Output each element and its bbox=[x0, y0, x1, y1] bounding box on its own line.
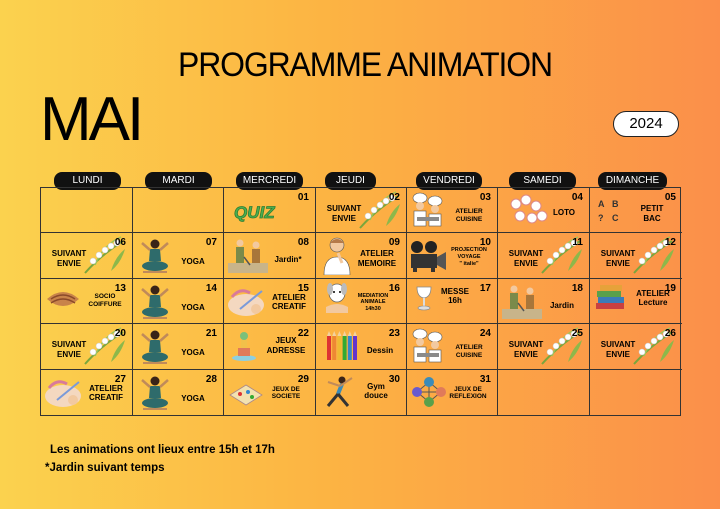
activity-label: SUIVANT ENVIE bbox=[508, 340, 544, 359]
activity-label: Jardin* bbox=[274, 255, 302, 265]
calendar-day-20 bbox=[41, 324, 133, 369]
day-number: 02 bbox=[388, 192, 400, 203]
activity-label: YOGA bbox=[181, 302, 205, 312]
activity-label: ATELIER MEMOIRE bbox=[357, 249, 397, 268]
calendar-empty-cell bbox=[133, 188, 224, 233]
books-icon bbox=[594, 283, 626, 316]
activity-label: YOGA bbox=[181, 348, 205, 358]
hair-care-icon bbox=[43, 283, 83, 320]
calendar-empty-cell bbox=[498, 370, 590, 415]
activity-label: SUIVANT ENVIE bbox=[326, 204, 362, 223]
calendar-day-06 bbox=[41, 233, 133, 278]
day-number: 28 bbox=[205, 373, 217, 385]
calendar-day-19 bbox=[590, 279, 682, 324]
day-number: 15 bbox=[297, 282, 309, 294]
calendar-day-12 bbox=[590, 233, 682, 278]
calendar-day-03 bbox=[407, 188, 498, 233]
day-number: 30 bbox=[388, 373, 400, 385]
activity-label: LOTO bbox=[552, 208, 576, 217]
calendar-day-15 bbox=[224, 279, 316, 324]
lottery-balls-icon bbox=[508, 194, 548, 231]
calendar-day-31 bbox=[407, 370, 498, 415]
day-number: 27 bbox=[114, 373, 126, 385]
day-number: 07 bbox=[205, 237, 217, 249]
day-number: 25 bbox=[571, 328, 583, 340]
crafting-hands-icon bbox=[226, 283, 268, 324]
svg-text:B: B bbox=[612, 199, 619, 209]
calendar-day-14 bbox=[133, 279, 224, 324]
activity-label: SUIVANT ENVIE bbox=[600, 340, 636, 359]
day-number: 16 bbox=[388, 282, 400, 294]
day-number: 31 bbox=[479, 373, 491, 385]
calendar-day-18 bbox=[498, 279, 590, 324]
calendar-day-29 bbox=[224, 370, 316, 415]
day-number: 12 bbox=[664, 237, 676, 249]
crafting-hands-icon bbox=[43, 374, 85, 415]
calendar-day-13 bbox=[41, 279, 133, 324]
day-header-mardi: MARDI bbox=[145, 172, 212, 190]
garden-note: *Jardin suivant temps bbox=[45, 462, 165, 474]
calendar-day-16 bbox=[316, 279, 407, 324]
day-number: 23 bbox=[388, 328, 400, 340]
day-number: 13 bbox=[114, 282, 126, 294]
day-number: 22 bbox=[297, 328, 309, 340]
calendar-day-02 bbox=[316, 188, 407, 233]
chefs-icon bbox=[409, 192, 447, 233]
day-header-samedi: SAMEDI bbox=[509, 172, 576, 190]
chefs-icon bbox=[409, 328, 447, 369]
month-title: MAI bbox=[40, 85, 142, 154]
schedule-note: Les animations ont lieux entre 15h et 17h bbox=[50, 444, 275, 456]
calendar-empty-cell bbox=[590, 370, 682, 415]
day-number: 17 bbox=[479, 282, 491, 294]
colored-pencils-icon bbox=[324, 330, 360, 367]
calendar-day-22 bbox=[224, 324, 316, 369]
calendar-day-30 bbox=[316, 370, 407, 415]
calendar-day-21 bbox=[133, 324, 224, 369]
day-number: 26 bbox=[664, 328, 676, 340]
day-number: 19 bbox=[664, 282, 676, 294]
calendar-day-24 bbox=[407, 324, 498, 369]
gardeners-icon bbox=[502, 283, 542, 324]
svg-text:C: C bbox=[612, 213, 619, 223]
day-header-mercredi: MERCREDI bbox=[236, 172, 303, 190]
activity-label: Jardin bbox=[549, 300, 574, 310]
svg-text:A: A bbox=[598, 199, 605, 209]
day-number: 14 bbox=[205, 282, 217, 294]
activity-label: ATELIER Lecture bbox=[636, 288, 670, 308]
day-number: 18 bbox=[571, 282, 583, 294]
day-header-jeudi: JEUDI bbox=[325, 172, 376, 190]
day-header-dimanche: DIMANCHE bbox=[598, 172, 667, 190]
day-number: 29 bbox=[297, 373, 309, 385]
activity-label: Gym douce bbox=[364, 381, 388, 401]
day-number: 11 bbox=[572, 237, 583, 249]
activity-label: MESSE 16h bbox=[440, 286, 469, 306]
activity-label: JEUX DE REFLEXION bbox=[449, 385, 487, 401]
activity-label: ATELIER CREATIF bbox=[88, 383, 124, 403]
activity-label: SUIVANT ENVIE bbox=[600, 249, 636, 268]
calendar-grid bbox=[40, 187, 681, 416]
calendar-day-07 bbox=[133, 233, 224, 278]
activity-label: SOCIO COIFFURE bbox=[88, 292, 122, 308]
day-number: 05 bbox=[664, 192, 676, 203]
day-number: 06 bbox=[114, 237, 126, 249]
activity-label: ATELIER CREATIF bbox=[271, 292, 307, 312]
day-number: 20 bbox=[114, 328, 126, 340]
svg-text:?: ? bbox=[598, 213, 604, 223]
day-number: 08 bbox=[297, 237, 309, 249]
activity-label: SUIVANT ENVIE bbox=[508, 249, 544, 268]
activity-label: MEDIATION ANIMALE 14h30 bbox=[357, 292, 389, 312]
activity-label: JEUX DE SOCIETE bbox=[271, 385, 301, 401]
calendar-day-09 bbox=[316, 233, 407, 278]
activity-label: PETIT BAC bbox=[640, 204, 664, 223]
calendar-day-17 bbox=[407, 279, 498, 324]
yoga-pose-icon bbox=[139, 283, 171, 324]
calendar-day-08 bbox=[224, 233, 316, 278]
day-number: 01 bbox=[297, 192, 309, 203]
day-number: 10 bbox=[479, 237, 491, 249]
thinking-man-icon bbox=[320, 235, 354, 278]
board-game-icon bbox=[228, 382, 264, 413]
chalice-icon bbox=[415, 285, 433, 316]
calendar-day-04 bbox=[498, 188, 590, 233]
activity-label: SUIVANT ENVIE bbox=[51, 340, 87, 359]
page-title: PROGRAMME ANIMATION bbox=[178, 46, 552, 84]
calendar-day-05 bbox=[590, 188, 682, 233]
svg-text:QUIZ: QUIZ bbox=[234, 203, 275, 222]
day-number: 03 bbox=[479, 192, 491, 203]
day-header-lundi: LUNDI bbox=[54, 172, 121, 190]
day-number: 09 bbox=[388, 237, 400, 249]
letters-game-icon bbox=[596, 196, 624, 229]
activity-label: ATELIER CUISINE bbox=[455, 208, 483, 223]
day-number: 21 bbox=[205, 328, 217, 340]
activity-label: YOGA bbox=[181, 257, 205, 267]
day-number: 24 bbox=[479, 328, 491, 340]
stacking-game-icon bbox=[230, 330, 258, 367]
activity-label: PROJECTION VOYAGE " italie" bbox=[451, 247, 487, 267]
calendar-day-27 bbox=[41, 370, 133, 415]
day-header-vendredi: VENDREDI bbox=[416, 172, 482, 190]
calendar-day-26 bbox=[590, 324, 682, 369]
calendar-day-23 bbox=[316, 324, 407, 369]
calendar-day-11 bbox=[498, 233, 590, 278]
calendar-day-10 bbox=[407, 233, 498, 278]
calendar-day-25 bbox=[498, 324, 590, 369]
activity-label: Dessin bbox=[366, 346, 394, 356]
calendar-empty-cell bbox=[41, 188, 133, 233]
gardeners-icon bbox=[228, 237, 268, 278]
yoga-pose-icon bbox=[139, 237, 171, 278]
activity-label: JEUX ADRESSE bbox=[266, 336, 306, 355]
activity-label: SUIVANT ENVIE bbox=[51, 249, 87, 268]
quiz-icon bbox=[232, 200, 278, 229]
yoga-pose-icon bbox=[139, 374, 171, 415]
film-projector-icon bbox=[407, 239, 447, 278]
yoga-pose-icon bbox=[139, 328, 171, 369]
activity-label: ATELIER CUISINE bbox=[455, 344, 483, 359]
calendar-day-28 bbox=[133, 370, 224, 415]
calendar-day-01 bbox=[224, 188, 316, 233]
year-badge: 2024 bbox=[613, 111, 679, 137]
day-number: 04 bbox=[571, 192, 583, 203]
stretching-woman-icon bbox=[320, 374, 356, 415]
activity-label: YOGA bbox=[181, 393, 205, 403]
